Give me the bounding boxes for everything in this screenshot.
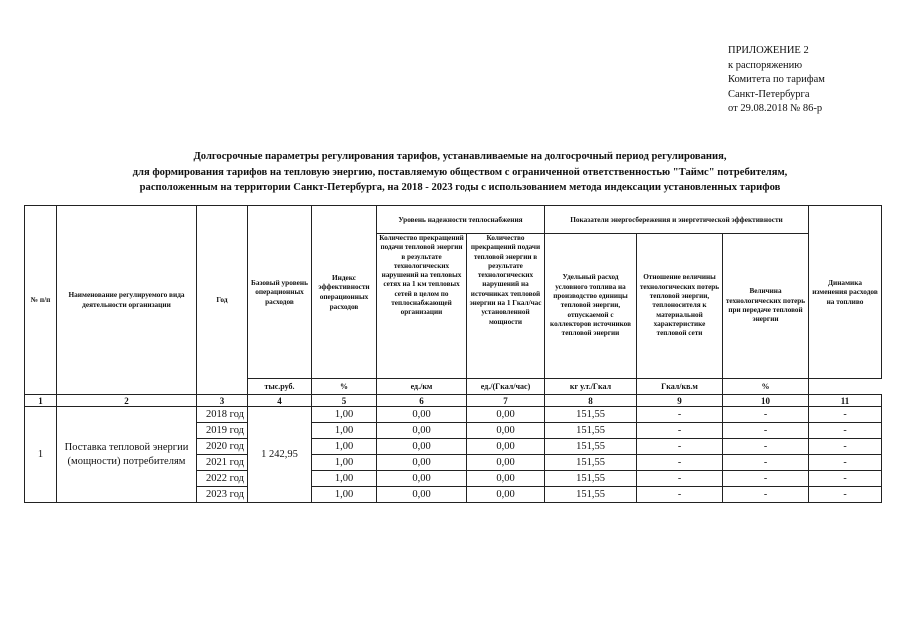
- unit-cell: %: [312, 379, 377, 395]
- c7-cell: 0,00: [467, 423, 545, 439]
- column-number: 1: [25, 395, 57, 407]
- appendix-line: ПРИЛОЖЕНИЕ 2: [728, 45, 809, 56]
- year-cell: 2023 год: [197, 487, 248, 503]
- index-cell: 1,00: [312, 439, 377, 455]
- c9-cell: -: [637, 471, 723, 487]
- title-line: для формирования тарифов на тепловую энергию, поставляемую обществом с ограниченной ответственностью "Таймс" потребителям,: [132, 166, 788, 178]
- document-title: [40, 149, 880, 196]
- year-cell: 2018 год: [197, 407, 248, 423]
- c10-cell: -: [723, 439, 809, 455]
- year-cell: 2020 год: [197, 439, 248, 455]
- index-cell: 1,00: [312, 487, 377, 503]
- column-number: 6: [377, 395, 467, 407]
- c9-cell: -: [637, 439, 723, 455]
- header-col-6-cell: [377, 234, 467, 379]
- header-col-name: Наименование регулируемого вида деятельности организации: [57, 206, 197, 395]
- unit-cell: ед./км: [377, 379, 467, 395]
- c6-cell: 0,00: [377, 487, 467, 503]
- year-cell: 2022 год: [197, 471, 248, 487]
- c11-cell: -: [809, 423, 882, 439]
- c6-cell: 0,00: [377, 471, 467, 487]
- column-number: 10: [723, 395, 809, 407]
- c10-cell: -: [723, 455, 809, 471]
- header-col-10: Величина технологических потерь при передаче тепловой энергии: [723, 234, 809, 379]
- unit-cell: кг у.т./Гкал: [545, 379, 637, 395]
- appendix-line: Санкт-Петербурга: [728, 88, 810, 100]
- title-line: Долгосрочные параметры регулирования тарифов, устанавливаемые на долгосрочный период регулирования,: [193, 151, 727, 162]
- column-number: 5: [312, 395, 377, 407]
- appendix-block: [728, 44, 825, 117]
- title-line: расположенным на территории Санкт-Петербурга, на 2018 - 2023 годы с использованием метода индексации установленных тарифов: [139, 182, 781, 193]
- index-cell: 1,00: [312, 423, 377, 439]
- header-col-base: Базовый уровень операционных расходов: [248, 206, 312, 379]
- header-col-7-cell: [467, 234, 545, 379]
- c8-cell: 151,55: [545, 407, 637, 423]
- column-number: 7: [467, 395, 545, 407]
- c7-cell: 0,00: [467, 439, 545, 455]
- service-name: Поставка тепловой энергии (мощности) потребителям: [57, 407, 197, 503]
- c6-cell: 0,00: [377, 407, 467, 423]
- c10-cell: -: [723, 423, 809, 439]
- column-number: 8: [545, 395, 637, 407]
- column-number: 2: [57, 395, 197, 407]
- c7-cell: 0,00: [467, 471, 545, 487]
- c10-cell: -: [723, 487, 809, 503]
- unit-cell: %: [723, 379, 809, 395]
- base-level-value: 1 242,95: [248, 407, 312, 503]
- c9-cell: -: [637, 423, 723, 439]
- index-cell: 1,00: [312, 471, 377, 487]
- appendix-line: Комитета по тарифам: [728, 74, 825, 86]
- unit-cell: тыс.руб.: [248, 379, 312, 395]
- unit-cell: Гкал/кв.м: [637, 379, 723, 395]
- header-col-9: Отношение величины технологических потерь тепловой энергии, теплоносителя к материальной характеристике тепловой сети: [637, 234, 723, 379]
- table-row: [25, 407, 882, 423]
- c8-cell: 151,55: [545, 487, 637, 503]
- index-cell: 1,00: [312, 407, 377, 423]
- c6-cell: 0,00: [377, 455, 467, 471]
- c10-cell: -: [723, 471, 809, 487]
- year-cell: 2019 год: [197, 423, 248, 439]
- header-col-index: Индекс эффективности операционных расходов: [312, 206, 377, 379]
- c10-cell: -: [723, 407, 809, 423]
- appendix-line: от 29.08.2018 № 86-р: [728, 103, 823, 115]
- header-col-6: Количество прекращений подачи тепловой энергии в результате технологических нарушений на тепловых сетях на 1 км тепловых сетей в целом по теплоснабжающей организации: [379, 234, 464, 317]
- c7-cell: 0,00: [467, 487, 545, 503]
- column-number: 11: [809, 395, 882, 407]
- header-col-no: № п/п: [25, 206, 57, 395]
- c9-cell: -: [637, 407, 723, 423]
- c7-cell: 0,00: [467, 407, 545, 423]
- c11-cell: -: [809, 487, 882, 503]
- header-col-11: Динамика изменения расходов на топливо: [809, 206, 882, 379]
- header-group-reliability: Уровень надежности теплоснабжения: [377, 206, 545, 234]
- header-col-year: Год: [197, 206, 248, 395]
- c6-cell: 0,00: [377, 423, 467, 439]
- header-group-energy: Показатели энергосбережения и энергетической эффективности: [545, 206, 809, 234]
- parameters-table: [24, 205, 882, 503]
- header-col-8: Удельный расход условного топлива на производство единицы тепловой энергии, отпускаемой с коллекторов источников тепловой энергии: [545, 234, 637, 379]
- c11-cell: -: [809, 407, 882, 423]
- c11-cell: -: [809, 439, 882, 455]
- index-cell: 1,00: [312, 455, 377, 471]
- c8-cell: 151,55: [545, 455, 637, 471]
- appendix-line: к распоряжению: [728, 59, 803, 71]
- c9-cell: -: [637, 455, 723, 471]
- column-number: 3: [197, 395, 248, 407]
- unit-cell: ед./(Гкал/час): [467, 379, 545, 395]
- c7-cell: 0,00: [467, 455, 545, 471]
- c8-cell: 151,55: [545, 439, 637, 455]
- column-number: 9: [637, 395, 723, 407]
- year-cell: 2021 год: [197, 455, 248, 471]
- header-col-7: Количество прекращений подачи тепловой энергии в результате технологических нарушений на источниках тепловой энергии на 1 Гкал/час установленной мощности: [469, 234, 542, 326]
- c11-cell: -: [809, 455, 882, 471]
- c11-cell: -: [809, 471, 882, 487]
- c8-cell: 151,55: [545, 423, 637, 439]
- c6-cell: 0,00: [377, 439, 467, 455]
- c8-cell: 151,55: [545, 471, 637, 487]
- column-number: 4: [248, 395, 312, 407]
- row-number: 1: [25, 407, 57, 503]
- c9-cell: -: [637, 487, 723, 503]
